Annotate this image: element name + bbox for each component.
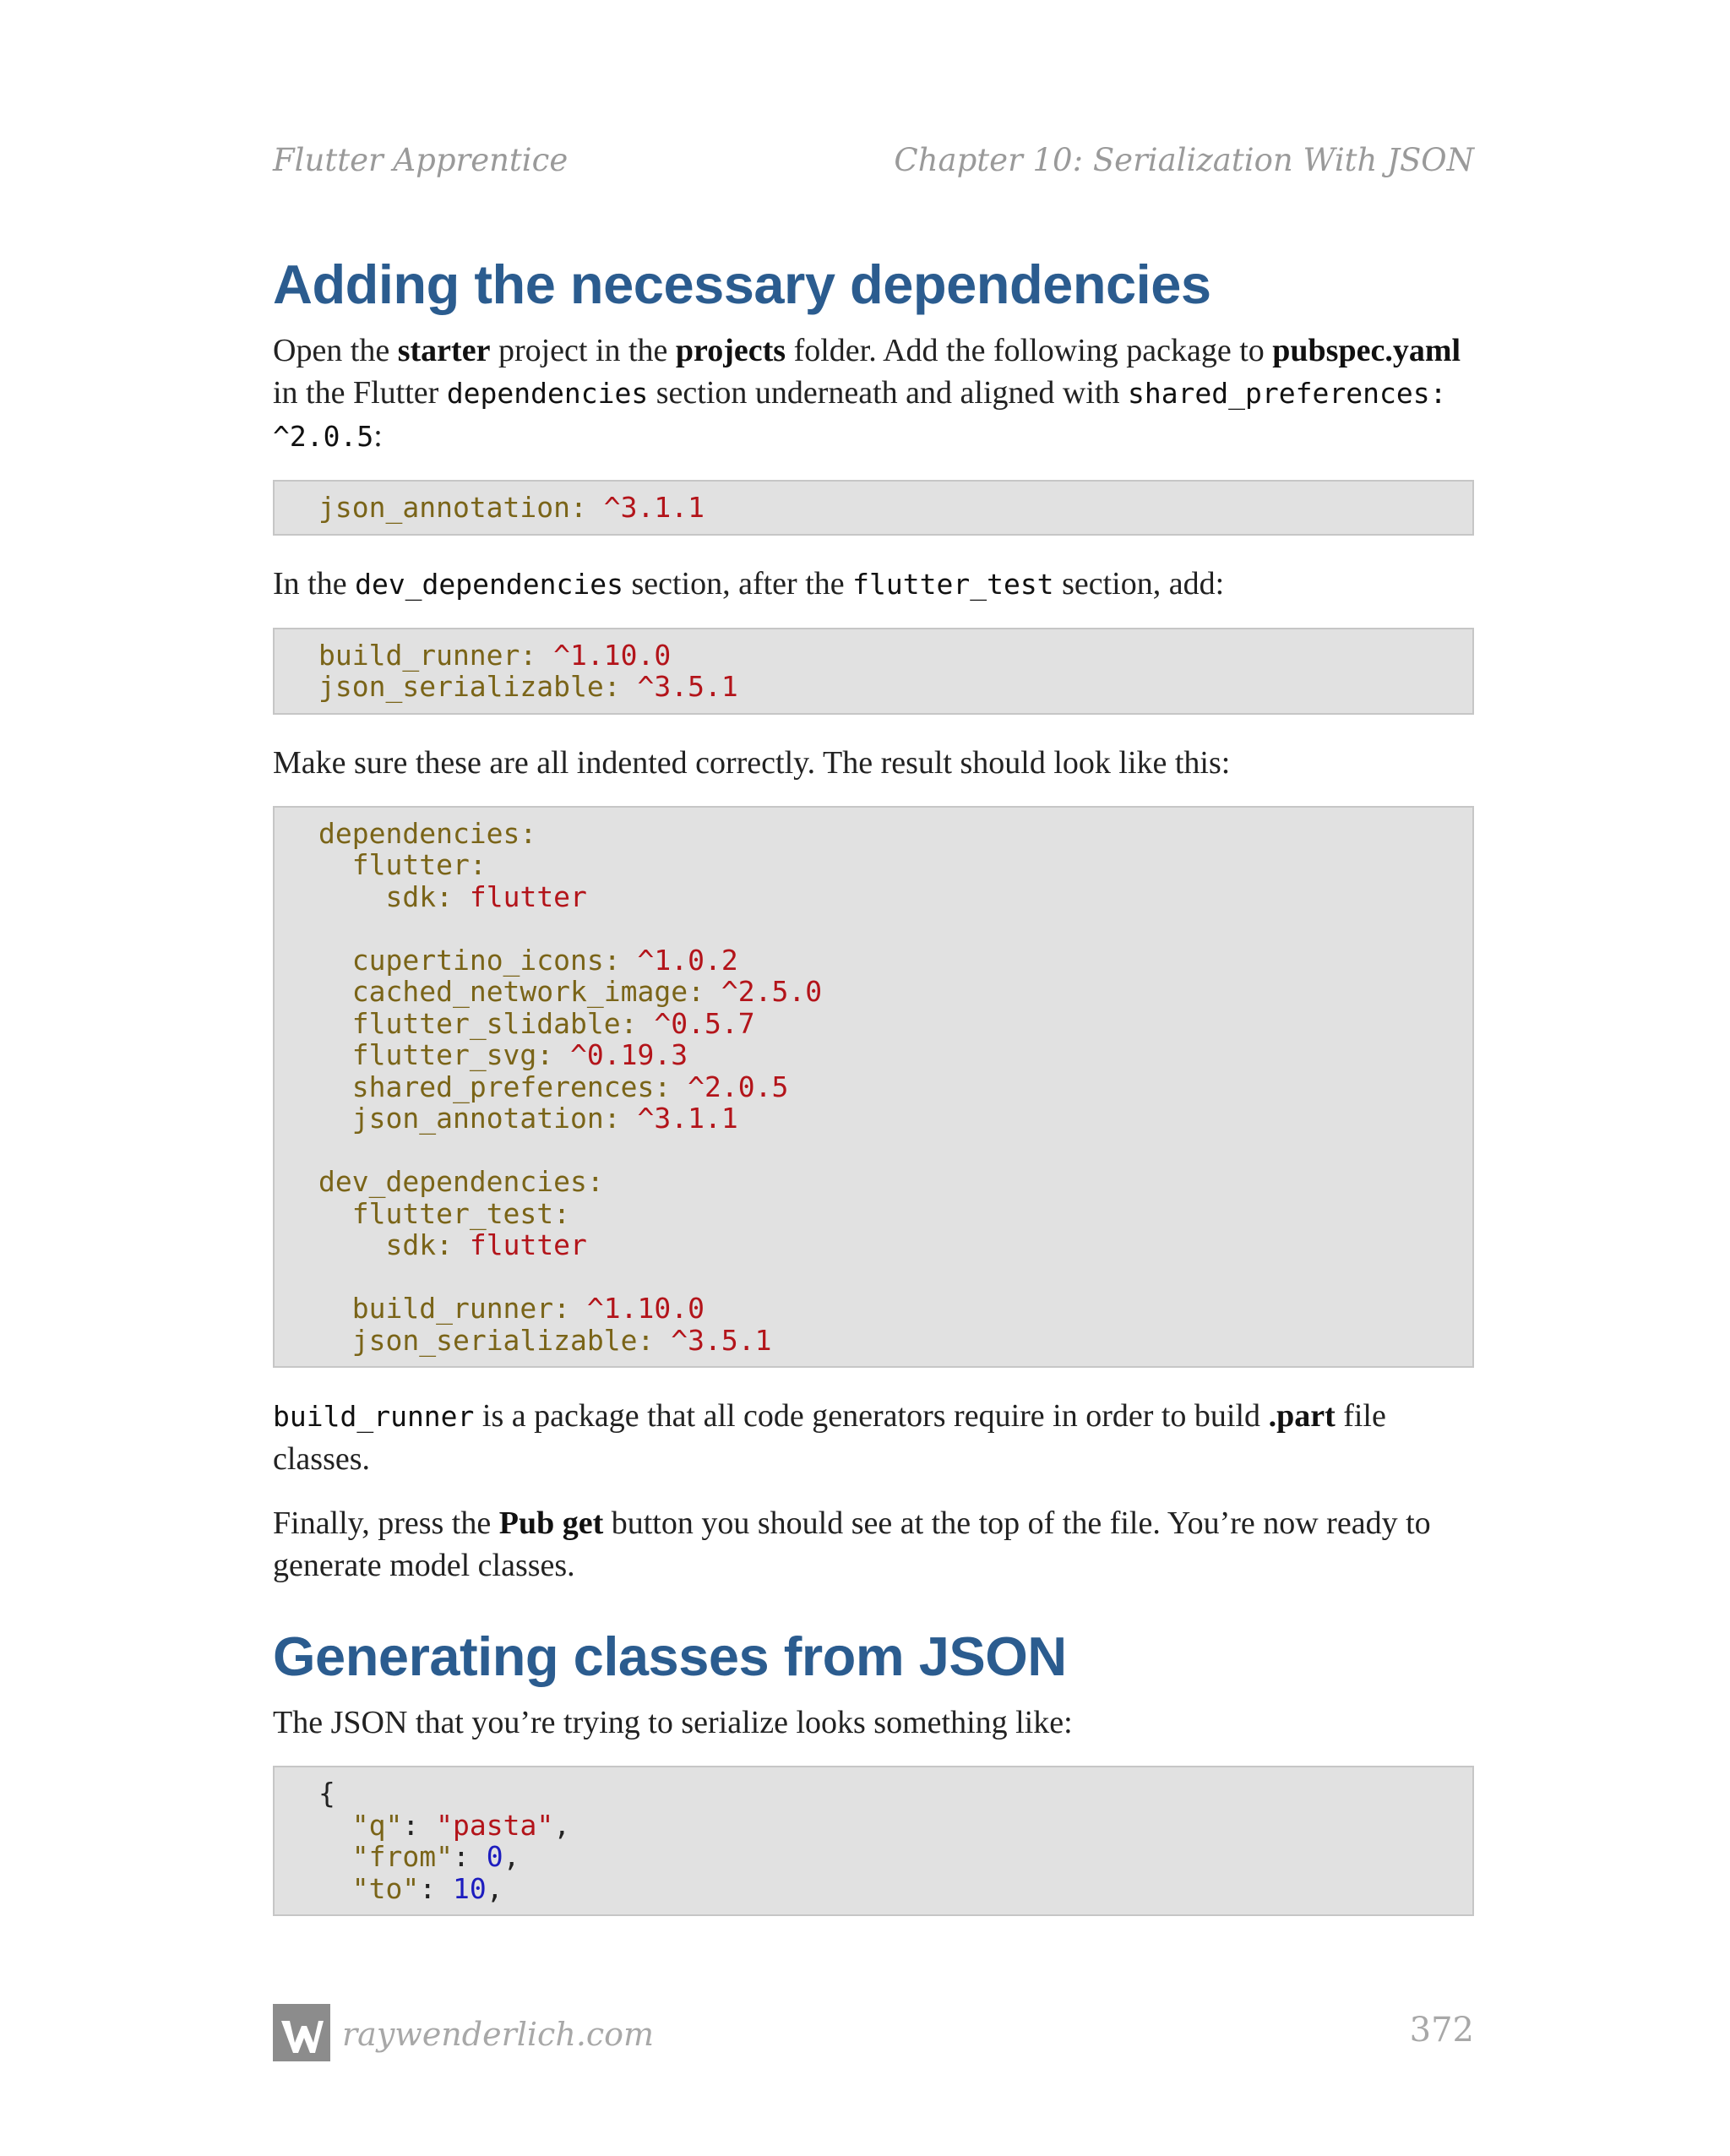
paragraph-dev-dependencies — [273, 563, 1474, 606]
json-number-value: 0 — [486, 1840, 503, 1873]
code-punct: { — [318, 1777, 335, 1810]
section-heading-dependencies: Adding the necessary dependencies — [273, 253, 1211, 315]
code-key: flutter_test: — [351, 1196, 571, 1230]
code-punct: : — [452, 1840, 487, 1873]
code-key: sdk: — [385, 1228, 453, 1261]
code-value: ^1.10.0 — [553, 638, 672, 672]
code-value: ^3.5.1 — [671, 1323, 772, 1357]
paragraph-open-starter — [273, 329, 1474, 458]
inline-code-flutter-test: flutter_test — [852, 567, 1054, 601]
code-key: json_annotation: — [351, 1102, 621, 1135]
code-value: flutter — [469, 1228, 587, 1261]
inline-code-shared-preferences: shared_preferences: ^2.0.5 — [273, 377, 1447, 453]
code-key: dev_dependencies: — [318, 1165, 604, 1198]
code-value: ^0.19.3 — [570, 1038, 688, 1071]
code-value: ^1.10.0 — [586, 1292, 705, 1325]
chapter-title: Chapter 10: Serialization With JSON — [894, 142, 1474, 178]
code-value: ^2.0.5 — [688, 1070, 789, 1103]
inline-code-build-runner: build_runner — [273, 1400, 475, 1433]
code-key: json_annotation: — [318, 491, 587, 524]
code-key: build_runner: — [318, 638, 537, 672]
section-heading-generating-classes: Generating classes from JSON — [273, 1625, 1067, 1687]
raywenderlich-logo-icon — [273, 2004, 330, 2061]
code-block-pubspec-result — [273, 806, 1474, 1369]
paragraph-pub-get — [273, 1502, 1474, 1587]
code-block-json-sample — [273, 1766, 1474, 1916]
code-punct: , — [503, 1840, 520, 1873]
text: button you should see at the top of the file. You’re now ready to generate model classes. — [273, 1505, 1431, 1583]
code-punct: , — [486, 1871, 503, 1905]
text: section, after the — [623, 565, 853, 602]
bold-projects: projects — [675, 333, 786, 368]
json-key: "q" — [351, 1808, 403, 1842]
paragraph-indent-note: Make sure these are all indented correctly. The result should look like this: — [273, 744, 1231, 781]
code-value: ^0.5.7 — [654, 1006, 755, 1040]
code-key: cupertino_icons: — [351, 943, 621, 977]
text: : — [373, 418, 383, 454]
book-title: Flutter Apprentice — [273, 142, 569, 178]
running-header — [273, 142, 1474, 189]
paragraph-build-runner — [273, 1395, 1474, 1480]
bold-part: .part — [1268, 1398, 1336, 1434]
code-key: json_serializable: — [318, 670, 621, 703]
code-key: sdk: — [385, 879, 453, 913]
paragraph-json-intro: The JSON that you’re trying to serialize looks something like: — [273, 1705, 1073, 1740]
code-value: ^3.5.1 — [637, 670, 738, 703]
json-string-value: "pasta" — [436, 1808, 554, 1842]
bold-pub-get: Pub get — [498, 1505, 604, 1541]
bold-starter: starter — [397, 333, 491, 368]
code-value: ^1.0.2 — [637, 943, 738, 977]
text: file classes. — [273, 1398, 1386, 1477]
text: Finally, press the — [273, 1505, 499, 1541]
page-number: 372 — [1409, 2011, 1474, 2050]
code-block-json-annotation — [273, 480, 1474, 536]
text: In the — [273, 565, 356, 602]
text: section, add: — [1053, 565, 1225, 602]
page-footer — [273, 1994, 1474, 2061]
code-value: ^3.1.1 — [637, 1102, 738, 1135]
inline-code-dev-dependencies: dev_dependencies — [355, 567, 623, 601]
text: folder. Add the following package to — [786, 333, 1273, 368]
json-number-value: 10 — [452, 1871, 487, 1905]
code-block-dev-additions — [273, 628, 1474, 715]
text: Open the — [273, 333, 398, 368]
code-value: flutter — [469, 879, 587, 913]
code-value: ^3.1.1 — [603, 491, 705, 524]
code-key: json_serializable: — [351, 1323, 655, 1357]
text: section underneath and aligned with — [648, 375, 1128, 411]
code-punct: : — [402, 1808, 437, 1842]
code-key: cached_network_image: — [351, 975, 705, 1008]
json-key: "from" — [351, 1840, 453, 1873]
code-key: flutter: — [351, 848, 487, 881]
code-key: dependencies: — [318, 816, 537, 850]
code-punct: : — [419, 1871, 453, 1905]
code-value: ^2.5.0 — [721, 975, 823, 1008]
json-key: "to" — [351, 1871, 420, 1905]
bold-pubspec: pubspec.yaml — [1272, 333, 1461, 368]
text: is a package that all code generators require in order to build — [474, 1398, 1269, 1434]
text: in the Flutter — [273, 375, 447, 411]
inline-code-dependencies: dependencies — [446, 377, 649, 410]
code-key: flutter_slidable: — [351, 1006, 638, 1040]
site-name: raywenderlich.com — [342, 2016, 655, 2053]
code-key: flutter_svg: — [351, 1038, 554, 1071]
code-key: shared_preferences: — [351, 1070, 672, 1103]
code-punct: , — [553, 1808, 571, 1842]
page-content — [273, 252, 1474, 1943]
text: project in the — [490, 333, 676, 368]
code-key: build_runner: — [351, 1292, 571, 1325]
